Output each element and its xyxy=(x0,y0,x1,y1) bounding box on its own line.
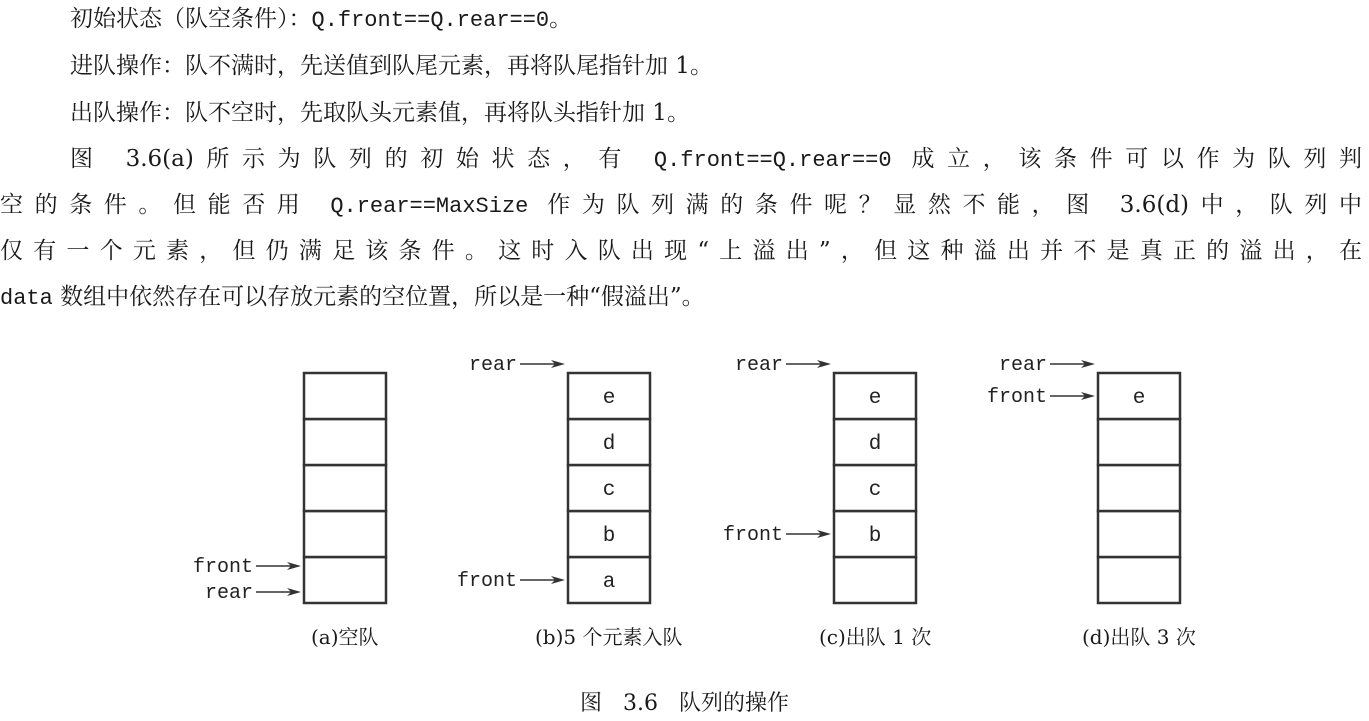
cell-value: a xyxy=(602,571,616,594)
text: 成立，该条件可以作为队列判 xyxy=(891,146,1363,172)
subfigure-label: (b)5 个元素入队 xyxy=(535,625,683,649)
code: Q.front==Q.rear==0 xyxy=(653,148,892,173)
cell-value: d xyxy=(602,433,616,456)
queue-diagram xyxy=(568,373,650,603)
line-enqueue: 进队操作：队不满时，先送值到队尾元素，再将队尾指针加 1。 xyxy=(70,53,713,79)
front-label: front xyxy=(986,386,1047,409)
text: 数组中依然存在可以存放元素的空位置，所以是一种“假溢出”。 xyxy=(52,284,705,310)
subfigure-label: (d)出队 3 次 xyxy=(1082,625,1196,649)
cell-value: c xyxy=(602,479,616,502)
line-dequeue: 出队操作：队不空时，先取队头元素值，再将队头指针加 1。 xyxy=(70,100,690,126)
rear-label: rear xyxy=(204,582,253,605)
cell-value: b xyxy=(602,525,616,548)
code: data xyxy=(0,286,53,311)
cell-value: e xyxy=(868,387,882,410)
queue-diagram xyxy=(304,373,386,603)
code: Q.rear==MaxSize xyxy=(330,194,529,219)
queue-cell xyxy=(304,419,386,465)
cell-value: e xyxy=(602,387,616,410)
queue-cell xyxy=(304,511,386,557)
rear-label: rear xyxy=(468,354,517,377)
queue-cell xyxy=(304,557,386,603)
front-label: front xyxy=(456,570,517,593)
queue-cell xyxy=(1098,419,1180,465)
text: 。 xyxy=(549,6,573,32)
rear-label: rear xyxy=(734,354,783,377)
cell-value: b xyxy=(868,525,882,548)
queue-cell xyxy=(304,465,386,511)
cell-value: c xyxy=(868,479,882,502)
text: 作为队列满的条件呢？显然不能，图 3.6(d)中，队列中 xyxy=(528,192,1363,218)
front-label: front xyxy=(722,524,783,547)
front-label: front xyxy=(192,556,253,579)
code: Q.front==Q.rear==0 xyxy=(311,8,550,33)
queue-diagram xyxy=(1098,373,1180,603)
rear-label: rear xyxy=(998,354,1047,377)
queue-diagram xyxy=(834,373,916,603)
cell-value: e xyxy=(1132,387,1146,410)
queue-cell xyxy=(1098,511,1180,557)
queue-cell xyxy=(304,373,386,419)
queue-cell xyxy=(1098,557,1180,603)
text: 初始状态（队空条件）： xyxy=(70,6,312,32)
text: 图 3.6(a)所示为队列的初始状态，有 xyxy=(70,146,654,172)
subfigure-label: (a)空队 xyxy=(311,625,379,649)
queue-cell xyxy=(834,557,916,603)
figure-caption: 图 3.6 队列的操作 xyxy=(580,691,789,716)
queue-cell xyxy=(1098,465,1180,511)
subfigure-label: (c)出队 1 次 xyxy=(819,625,932,649)
text: 空的条件。但能否用 xyxy=(0,192,331,218)
line-para-3: 仅有一个元素，但仍满足该条件。这时入队出现“上溢出”，但这种溢出并不是真正的溢出，在 xyxy=(0,238,1362,264)
cell-value: d xyxy=(868,433,882,456)
